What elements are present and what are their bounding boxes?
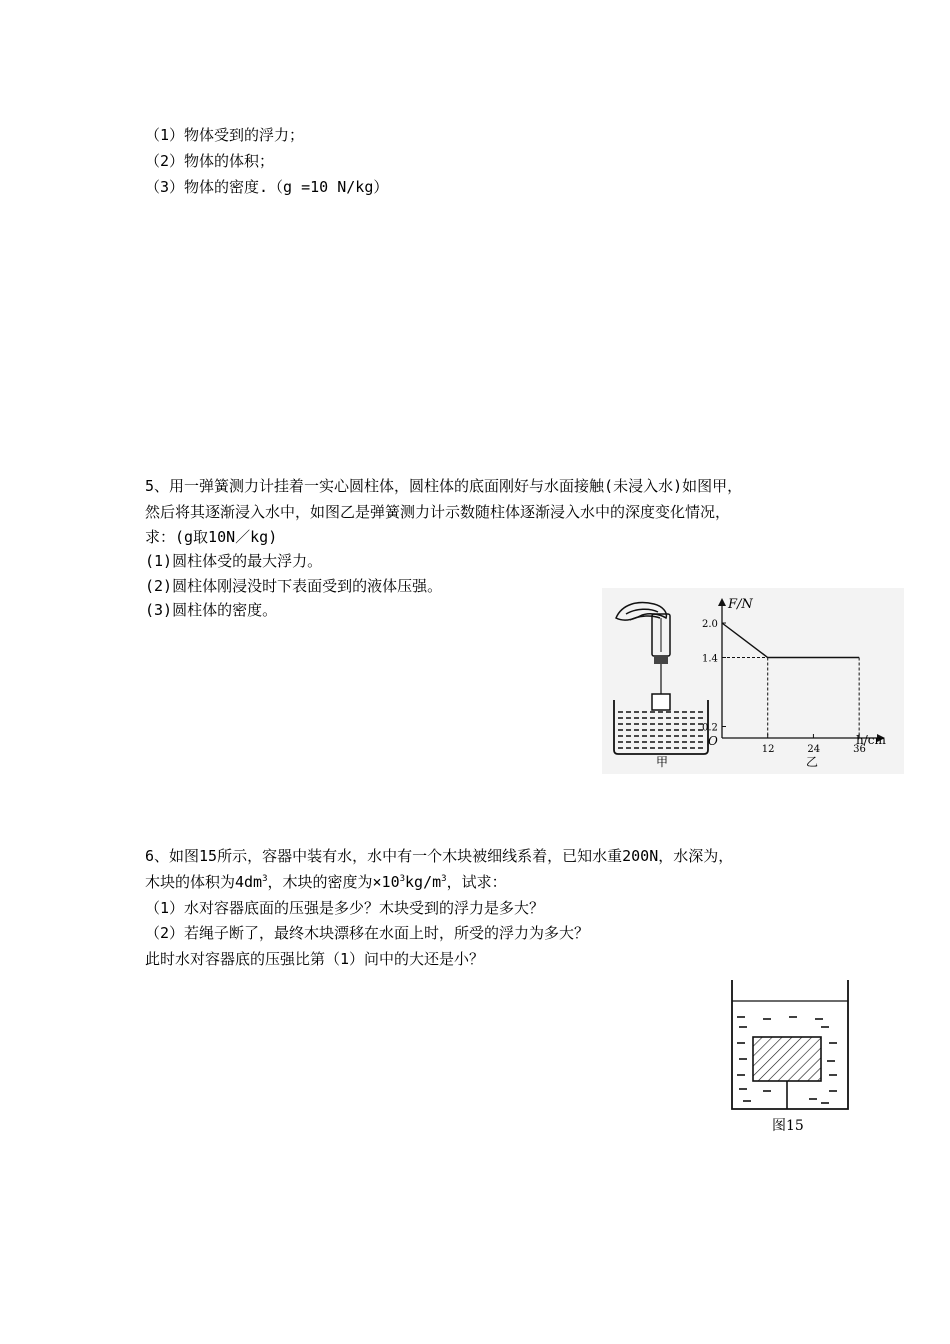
q6-stem-line-2 bbox=[145, 872, 507, 892]
q5-figure bbox=[602, 588, 904, 774]
q5-stem-line-3: 求：(g取10N／kg) bbox=[145, 528, 278, 546]
y-axis-arrow bbox=[718, 598, 726, 606]
f-h-chart bbox=[702, 597, 886, 755]
q5-stem-line-1: 5、用一弹簧测力计挂着一实心圆柱体，圆柱体的底面刚好与水面接触(未浸入水)如图甲， bbox=[145, 477, 743, 495]
q6-stem-line-1: 6、如图15所示，容器中装有水，水中有一个木块被细线系着，已知水重200N，水深为， bbox=[145, 847, 734, 865]
q6-item-1: （1）水对容器底面的压强是多少？木块受到的浮力是多大？ bbox=[145, 899, 545, 917]
spring-scale-apparatus bbox=[614, 603, 708, 754]
q6-ask-text: ，试求： bbox=[446, 873, 507, 891]
caption-yi: 乙 bbox=[806, 755, 819, 769]
x-axis-label: h/cm bbox=[856, 733, 886, 747]
q5-item-2: (2)圆柱体刚浸没时下表面受到的液体压强。 bbox=[145, 577, 443, 595]
q5-stem-line-2: 然后将其逐渐浸入水中，如图乙是弹簧测力计示数随柱体逐渐浸入水中的深度变化情况， bbox=[145, 503, 731, 521]
q6-item-2-continued: 此时水对容器底的压强比第（1）问中的大还是小？ bbox=[145, 950, 485, 968]
q6-item-2: （2）若绳子断了，最终木块漂移在水面上时，所受的浮力为多大？ bbox=[145, 924, 590, 942]
x-tick-label: 12 bbox=[761, 744, 775, 755]
y-axis-label: F/N bbox=[728, 597, 753, 612]
x-tick-label: 36 bbox=[853, 744, 866, 755]
figure-15 bbox=[725, 975, 855, 1140]
cylinder-block bbox=[652, 694, 670, 710]
origin-label: O bbox=[708, 734, 718, 748]
q5-item-3: (3)圆柱体的密度。 bbox=[145, 601, 278, 619]
figure-15-caption: 图15 bbox=[772, 1118, 804, 1134]
q5-figure-svg bbox=[602, 588, 904, 774]
q6-density-text: ，木块的密度为×10 bbox=[267, 873, 400, 891]
q4-item-3: （3）物体的密度.（g =10 N/kg） bbox=[145, 178, 389, 196]
series-line bbox=[722, 623, 859, 658]
q6-density-unit: kg/m bbox=[405, 873, 442, 891]
water-dashes bbox=[618, 712, 704, 748]
caption-jia: 甲 bbox=[656, 755, 669, 769]
x-tick-label: 24 bbox=[807, 744, 821, 755]
q6-volume-text: 木块的体积为4dm bbox=[145, 873, 263, 891]
q4-item-1: （1）物体受到的浮力； bbox=[145, 126, 305, 144]
q4-item-2: （2）物体的体积； bbox=[145, 152, 275, 170]
y-tick-label: 0.2 bbox=[702, 722, 718, 734]
q6-density-exponent: 3 bbox=[399, 874, 406, 884]
y-tick-label: 1.4 bbox=[702, 653, 718, 665]
q5-item-1: (1)圆柱体受的最大浮力。 bbox=[145, 552, 323, 570]
q6-volume-exponent: 3 bbox=[262, 874, 268, 884]
y-tick-label: 2.0 bbox=[702, 619, 718, 630]
wood-block bbox=[753, 1037, 821, 1081]
figure-15-svg bbox=[725, 975, 855, 1140]
q6-unit-exponent: 3 bbox=[441, 874, 447, 884]
